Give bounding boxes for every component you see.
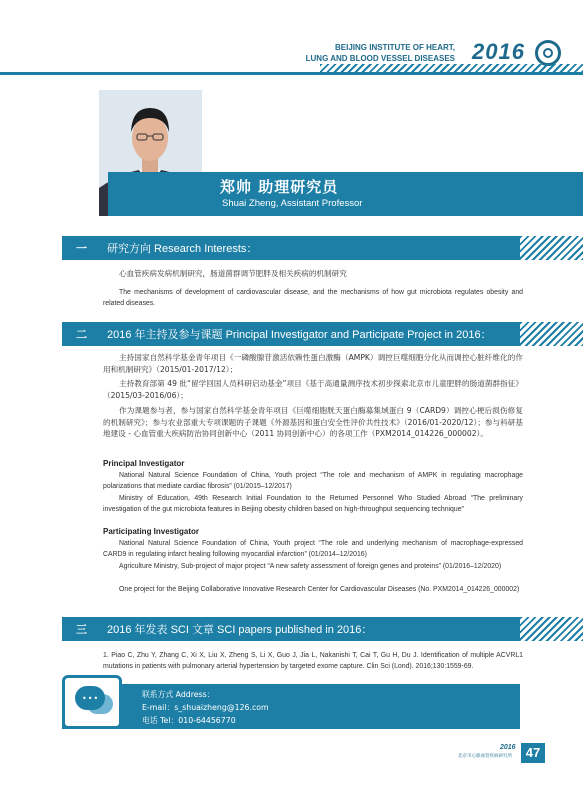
- header-band: [0, 72, 583, 75]
- contact-label: 联系方式 Address：: [142, 690, 215, 699]
- part-project-3: One project for the Beijing Collaborative Innovative Research Center for Cardiovascular Diseases (No. PXM2014_014226_000002): [119, 586, 520, 593]
- section-stripe: [520, 617, 583, 641]
- section-sci-papers: [62, 617, 520, 641]
- section-stripe: [520, 322, 583, 346]
- contact-box: [62, 684, 520, 729]
- institute-name: [306, 42, 455, 64]
- section-research-interests: [62, 236, 520, 260]
- chat-bubble-icon: •••: [62, 675, 122, 729]
- part-project-1: National Natural Science Foundation of China, Youth project “The role and underlying mechanism of macrophage-expressed CARD9 in regulating infarct healing following myocardial infarction” (01/2014–12/2016): [103, 540, 523, 558]
- principal-investigator-heading: Principal Investigator: [103, 459, 185, 468]
- header-stripe: [320, 64, 583, 72]
- footer-year: 2016: [500, 744, 516, 751]
- institute-logo-icon: [535, 40, 561, 66]
- section-title: 2016 年发表 SCI 文章 SCI papers published in 2016：: [107, 624, 373, 636]
- institute-line1: BEIJING INSTITUTE OF HEART,: [334, 43, 455, 52]
- section-title: 2016 年主持及参与课题 Principal Investigator and Participate Project in 2016：: [107, 329, 492, 341]
- header-year: 2016: [472, 39, 525, 64]
- project-cn-3: 作为课题参与者，参与国家自然科学基金青年项目《巨噬细胞胱天蛋白酶募集域蛋白 9（CARD9）调控心梗后损伤修复的机制研究》；参与农业部重大专项课题的子课题《外源基因和蛋白安全性评价共性技术》（2016/01-2020/12）；参与科研基地建设 - 心血管重大疾病防治协同创新中心（2011 协同创新中心）的各项工作（PXM2014_014226_000002）。: [103, 406, 523, 438]
- section-title: 研究方向 Research Interests：: [107, 243, 258, 255]
- project-cn-2: 主持教育部第 49 批“留学回国人员科研启动基金”项目《基于高通量测序技术初步探索北京市儿童肥胖的肠道菌群指征》（2015/03-2016/06）；: [103, 379, 523, 400]
- participating-investigator-heading: Participating Investigator: [103, 527, 200, 536]
- section-stripe: [520, 236, 583, 260]
- section-projects: [62, 322, 520, 346]
- contact-email: E-mail：s_shuaizheng@126.com: [142, 703, 269, 712]
- page-number: 47: [521, 743, 545, 763]
- name-banner: [108, 172, 583, 216]
- section-number: 二: [76, 328, 87, 341]
- part-project-2: Agriculture Ministry, Sub-project of major project “A new safety assessment of foreign genes and proteins” (01/2016–12/2020): [119, 563, 502, 570]
- paper-1: 1. Piao C, Zhu Y, Zhang C, Xi X, Liu X, Zheng S, Li X, Guo J, Jia L, Nakanishi T, Cai T, Gu H, Du J. Identification of multiple ACVRL1 mutations in patients with pulmonary arterial hypertension by targeted exome capture. Clin Sci (Lond). 2016;130:1559-69.: [103, 652, 523, 670]
- project-cn-1: 主持国家自然科学基金青年项目《一磷酸腺苷激活依赖性蛋白激酶（AMPK）调控巨噬细胞分化从而调控心脏纤维化的作用和机制研究》（2015/01-2017/12）；: [103, 353, 523, 374]
- pi-project-2: Ministry of Education, 49th Research Initial Foundation to the Returned Personnel Who Studied Abroad “The preliminary investigation of the gut microbiota features in Beijing obesity children based on high-throughput sequencing technique”: [103, 495, 523, 513]
- pi-project-1: National Natural Science Foundation of China, Youth project “The role and mechanism of AMPK in regulating macrophage polarizations that mediate cardiac fibrosis” (01/2015–12/2017): [103, 472, 523, 490]
- research-interests-cn: 心血管疾病发病机制研究，肠道菌群调节肥胖及相关疾病的机制研究: [119, 269, 347, 278]
- contact-phone: 电话 Tel：010-64456770: [142, 716, 236, 725]
- name-english: Shuai Zheng, Assistant Professor: [222, 198, 363, 209]
- institute-line2: LUNG AND BLOOD VESSEL DISEASES: [305, 54, 455, 63]
- research-interests-en: The mechanisms of development of cardiovascular disease, and the mechanisms of how gut microbiota regulates obesity and related diseases.: [103, 289, 523, 307]
- name-chinese: 郑帅 助理研究员: [220, 178, 339, 196]
- section-number: 三: [76, 623, 87, 636]
- section-number: 一: [76, 242, 87, 255]
- footer-institute: 北京市心肺血管疾病研究所: [458, 754, 512, 759]
